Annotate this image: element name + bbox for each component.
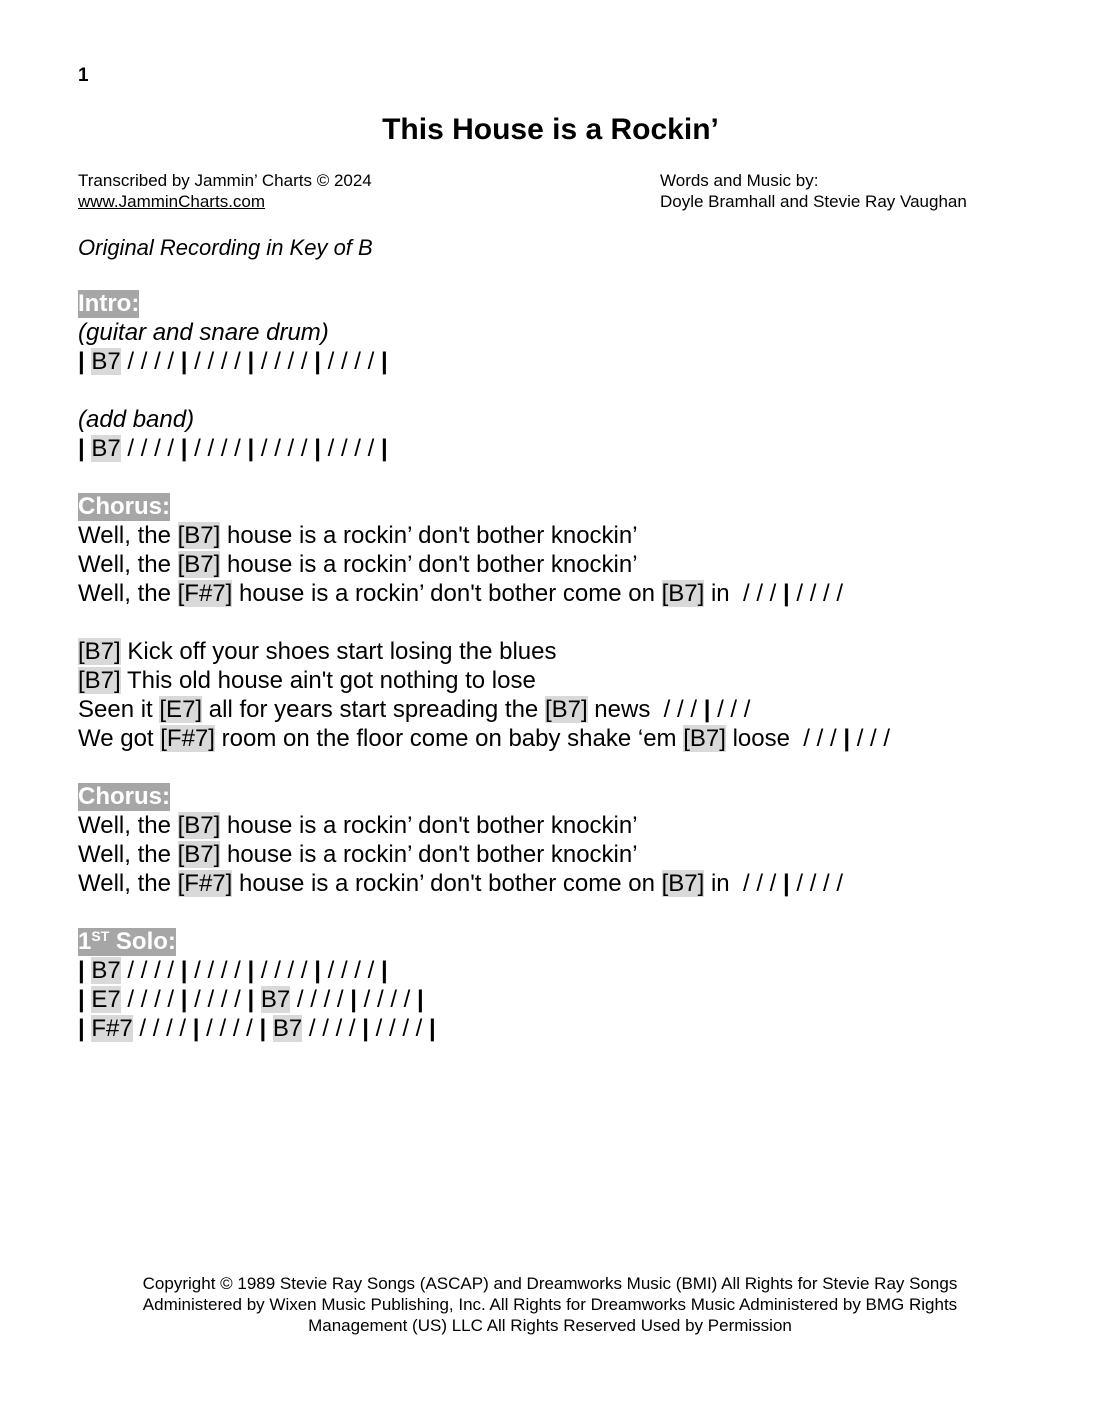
lyric-text: / / / / [187,435,248,462]
lyric-chord-line [78,521,890,550]
chord: F#7 [91,1015,133,1042]
lyric-text: house is a rockin’ don't bother come on [232,580,662,607]
lyric-chord-line [78,550,890,579]
bar-line: | [314,957,321,984]
lyric-text: / / / / [120,435,181,462]
section-label: Chorus: [78,783,170,810]
chord: [B7] [661,580,705,607]
words-music-label: Words and Music by: [660,171,819,190]
bar-line: | [380,348,388,375]
bar-line: | [417,986,424,1013]
lyric-text: / / / / [187,986,248,1013]
lyric-text: house is a rockin’ don't bother knockin’ [220,522,638,549]
bar-line: | [783,580,790,607]
page-number: 1 [78,65,89,86]
chord: [B7] [683,725,726,752]
bar-line: | [314,348,321,375]
website-link[interactable]: www.JamminCharts.com [78,192,266,211]
lyric-text: house is a rockin’ don't bother knockin’ [220,551,638,578]
lyric-text: news / / / [587,696,704,723]
lyric-text: / / / / [302,1015,363,1042]
lyric-chord-line [78,811,890,840]
chord: B7 [91,435,121,462]
bar-line: | [429,1015,436,1042]
lyric-chord-line [78,956,890,985]
copyright-line-1: Copyright © 1989 Stevie Ray Songs (ASCAP) and Dreamworks Music (BMI) All Rights for Stevie Ray Songs [142,1274,958,1293]
lyric-text: Seen it [78,696,160,723]
spacer [78,463,890,492]
lyric-text: Well, the [78,580,178,607]
bar-line: | [362,1015,369,1042]
lyric-text: / / / / [254,957,315,984]
bar-line: | [247,957,255,984]
bar-line: | [78,1015,92,1042]
chord: [B7] [177,522,221,549]
chord: [B7] [177,841,221,868]
bar-line: | [78,957,92,984]
spacer [78,898,890,927]
bar-line: | [703,696,711,723]
lyric-text: / / / / [356,986,417,1013]
authors: Doyle Bramhall and Stevie Ray Vaughan [660,192,967,211]
lyric-text: Well, the [78,870,178,897]
chord: B7 [272,1015,303,1042]
bar-line: | [314,435,321,462]
lyric-text [266,1015,273,1042]
lyric-text: room on the floor come on baby shake ‘em [214,725,684,752]
lyric-text: / / / [850,725,891,752]
lyric-chord-line [78,985,890,1014]
lyric-text: / / / / [254,348,315,375]
chord: [B7] [78,638,121,665]
bar-line: | [180,435,188,462]
bar-line: | [783,870,790,897]
lyric-text: house is a rockin’ don't bother knockin’ [220,812,638,839]
lyric-text: / / / / [120,986,181,1013]
lyric-text: / / / / [187,957,248,984]
lyric-text: loose / / / [725,725,844,752]
chord: [B7] [661,870,705,897]
chord: B7 [91,348,121,375]
lyric-text: / / / / [254,435,315,462]
chord: [F#7] [160,725,215,752]
section-header [78,492,890,521]
chord: B7 [260,986,291,1013]
lyric-text: / / / [710,696,751,723]
lyric-text: / / / / [320,435,381,462]
lyric-text: / / / / [320,957,381,984]
lyric-chord-line [78,1014,890,1043]
spacer [78,608,890,637]
lyric-text: Well, the [78,841,178,868]
lyric-chord-line [78,347,890,376]
lyric-text: / / / / [187,348,248,375]
copyright-line-3: Management (US) LLC All Rights Reserved Used by Permission [308,1316,792,1335]
lyric-text: Well, the [78,522,178,549]
lyric-text: in / / / [704,580,783,607]
section-header [78,289,890,318]
lyric-chord-line [78,666,890,695]
bar-line: | [180,986,188,1013]
bar-line: | [78,435,92,462]
bar-line: | [192,1015,200,1042]
chord: [F#7] [177,580,233,607]
lyric-text: / / / / [368,1015,429,1042]
chord: [B7] [78,667,121,694]
lyric-text: / / / / [290,986,351,1013]
lyric-chord-line [78,695,890,724]
bar-line: | [180,957,188,984]
lyric-chord-line [78,840,890,869]
lyric-text [254,986,261,1013]
lyric-text: in / / / [704,870,783,897]
song-title: This House is a Rockin’ [382,113,719,146]
bar-line: | [247,986,255,1013]
bar-line: | [843,725,851,752]
chord: E7 [91,986,121,1013]
key-note: Original Recording in Key of B [78,235,373,260]
lyric-chord-line [78,869,890,898]
bar-line: | [259,1015,267,1042]
bar-line: | [247,348,255,375]
lyric-text: house is a rockin’ don't bother come on [232,870,662,897]
lyric-text: / / / / [789,580,844,607]
section-header [78,782,890,811]
chord: [E7] [159,696,203,723]
lyric-chord-line [78,579,890,608]
lyric-text: Well, the [78,812,178,839]
bar-line: | [380,435,388,462]
bar-line: | [78,348,92,375]
chord: [B7] [177,551,221,578]
lyric-chord-line [78,434,890,463]
performance-direction: (guitar and snare drum) [78,319,329,346]
lyric-text: / / / / [120,348,181,375]
bar-line: | [350,986,357,1013]
chord: B7 [91,957,121,984]
lyric-chord-line [78,724,890,753]
bar-line: | [247,435,255,462]
spacer [78,753,890,782]
lyric-text: house is a rockin’ don't bother knockin’ [220,841,638,868]
lyric-text: / / / / [789,870,844,897]
transcribed-by: Transcribed by Jammin’ Charts © 2024 [78,171,372,190]
copyright-line-2: Administered by Wixen Music Publishing, Inc. All Rights for Dreamworks Music Administered by BMG Rights [142,1295,958,1314]
lyric-text: Well, the [78,551,178,578]
chord: [B7] [177,812,221,839]
section-header [78,927,890,956]
lyric-text: / / / / [320,348,381,375]
chord: [F#7] [177,870,233,897]
performance-direction: (add band) [78,406,195,433]
lyric-text: / / / / [132,1015,193,1042]
lyric-chord-line [78,637,890,666]
chord: [B7] [544,696,588,723]
spacer [78,376,890,405]
section-label: Chorus: [78,493,170,520]
section-label: 1ST Solo: [78,928,176,955]
copyright-footer [100,1273,1000,1336]
lyric-text: Kick off your shoes start losing the blues [120,638,557,665]
lyric-text: / / / / [199,1015,260,1042]
bar-line: | [380,957,388,984]
transcription-credit [78,170,372,212]
authorship-credit [660,170,967,212]
lyric-text: We got [78,725,161,752]
lyric-text: all for years start spreading the [202,696,545,723]
section-label: Intro: [78,290,140,317]
lyric-text: This old house ain't got nothing to lose [120,667,536,694]
bar-line: | [180,348,188,375]
bar-line: | [78,986,92,1013]
song-chart [78,289,890,1043]
lyric-text: / / / / [120,957,181,984]
